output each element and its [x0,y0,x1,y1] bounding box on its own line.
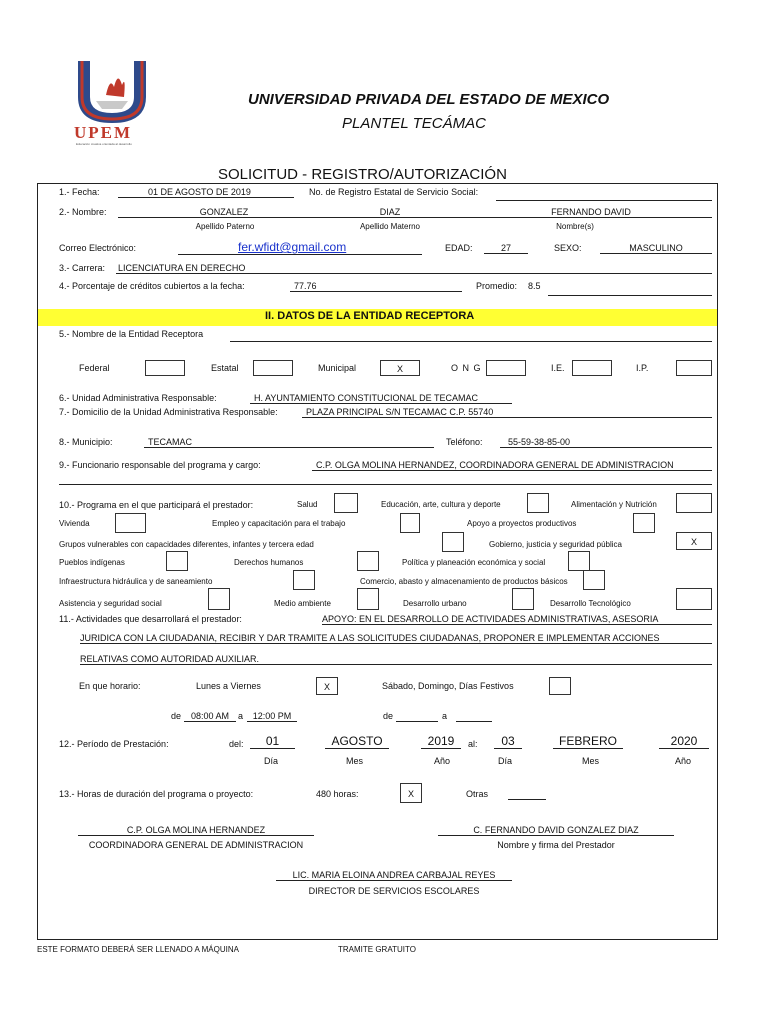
firma-director-title: DIRECTOR DE SERVICIOS ESCOLARES [308,886,480,896]
promedio-line [548,284,712,296]
domicilio-label: 7.- Domicilio de la Unidad Administrativa Responsable: [59,407,278,417]
prog-urbano-checkbox[interactable] [512,588,534,610]
horario-weekend-to-field[interactable] [456,712,492,722]
domicilio-field[interactable]: PLAZA PRINCIPAL S/N TECAMAC C.P. 55740 [302,407,712,418]
prog-derechos-label: Derechos humanos [234,558,304,567]
prog-tecnologico-checkbox[interactable] [676,588,712,610]
firma-director-name: LIC. MARIA ELOINA ANDREA CARBAJAL REYES [276,870,512,881]
prog-derechos-checkbox[interactable] [357,551,379,571]
prog-infraestructura-label: Infraestructura hidráulica y de saneamiento [59,577,213,586]
university-title: UNIVERSIDAD PRIVADA DEL ESTADO DE MEXICO [248,91,610,108]
horario-de-1: de [171,711,182,721]
firma-coordinadora-title: COORDINADORA GENERAL DE ADMINISTRACION [88,840,304,850]
actividades-line-3[interactable]: RELATIVAS COMO AUTORIDAD AUXILIAR. [80,654,712,665]
logo-tagline: Educación creativa orientada al desarrollo [76,142,132,146]
promedio-field[interactable]: 8.5 [528,281,541,291]
tipo-municipal-label: Municipal [318,363,357,373]
actividades-line-1[interactable]: APOYO: EN EL DESARROLLO DE ACTIVIDADES ADMINISTRATIVAS, ASESORIA [322,614,712,625]
prog-infraestructura-checkbox[interactable] [293,570,315,590]
sexo-label: SEXO: [554,243,582,253]
prog-vivienda-checkbox[interactable] [115,513,146,533]
prog-pueblos-label: Pueblos indígenas [59,558,125,567]
prog-empleo-checkbox[interactable] [400,513,420,533]
prog-asistencia-label: Asistencia y seguridad social [59,599,162,608]
programa-label: 10.- Programa en el que participará el prestador: [59,500,254,510]
horas-label: 13.- Horas de duración del programa o proyecto: [59,789,254,799]
periodo-al-label: al: [468,739,478,749]
prog-gobierno-checkbox[interactable]: X [676,532,712,550]
prog-asistencia-checkbox[interactable] [208,588,230,610]
prog-tecnologico-label: Desarrollo Tecnológico [550,599,631,608]
prog-comercio-label: Comercio, abasto y almacenamiento de productos básicos [360,577,568,586]
horario-a-1: a [238,711,244,721]
tipo-ong-checkbox[interactable] [486,360,526,376]
prog-salud-checkbox[interactable] [334,493,358,513]
logo-text: UPEM [74,123,133,142]
firma-prestador-name: C. FERNANDO DAVID GONZALEZ DIAZ [438,825,674,836]
entidad-label: 5.- Nombre de la Entidad Receptora [59,329,204,339]
horario-a-2: a [442,711,448,721]
creditos-field[interactable]: 77.76 [290,281,462,292]
nombres-caption: Nombre(s) [556,222,594,231]
actividades-line-2[interactable]: JURIDICA CON LA CIUDADANIA, RECIBIR Y DAR TRAMITE A LAS SOLICITUDES CIUDADANAS, PROPONER E IMPLEMENTAR ACCIONES [80,633,712,644]
carrera-label: 3.- Carrera: [59,263,106,273]
tipo-ong-label: O N G [451,363,482,373]
firma-prestador-title: Nombre y firma del Prestador [497,840,615,850]
prog-alimentacion-checkbox[interactable] [676,493,712,513]
periodo-end-mes-caption: Mes [582,756,600,766]
funcionario-line-2 [59,476,712,485]
periodo-start-anio-caption: Año [434,756,451,766]
tipo-municipal-checkbox[interactable]: X [380,360,420,376]
prog-educacion-checkbox[interactable] [527,493,549,513]
horario-weekend-from-field[interactable] [396,712,438,722]
form-title: SOLICITUD - REGISTRO/AUTORIZACIÓN [218,166,507,183]
actividades-label: 11.- Actividades que desarrollará el prestador: [59,614,242,624]
campus-title: PLANTEL TECÁMAC [342,115,486,132]
unidad-label: 6.- Unidad Administrativa Responsable: [59,393,217,403]
municipio-field[interactable]: TECAMAC [144,437,434,448]
horario-weekdays-checkbox[interactable]: X [316,677,338,695]
periodo-end-day[interactable]: 03 [494,734,522,749]
funcionario-label: 9.- Funcionario responsable del programa y cargo: [59,460,261,470]
prog-pueblos-checkbox[interactable] [166,551,188,571]
apellido-paterno-caption: Apellido Paterno [195,222,255,231]
horas-otras-label: Otras [466,789,489,799]
funcionario-field[interactable]: C.P. OLGA MOLINA HERNANDEZ, COORDINADORA GENERAL DE ADMINISTRACION [312,460,712,471]
prog-gobierno-label: Gobierno, justicia y seguridad pública [489,540,622,549]
prog-urbano-label: Desarrollo urbano [403,599,467,608]
sexo-field[interactable]: MASCULINO [600,243,712,254]
periodo-start-day[interactable]: 01 [250,734,295,749]
correo-label: Correo Electrónico: [59,243,137,253]
apellido-materno-caption: Apellido Materno [359,222,421,231]
horas-option-label: 480 horas: [316,789,359,799]
edad-field[interactable]: 27 [484,243,528,254]
nombre-label: 2.- Nombre: [59,207,107,217]
periodo-start-year[interactable]: 2019 [421,734,461,749]
prog-politica-label: Política y planeación económica y social [402,558,546,567]
periodo-start-mes-caption: Mes [346,756,364,766]
prog-medio-label: Medio ambiente [274,599,331,608]
carrera-field[interactable]: LICENCIATURA EN DERECHO [116,263,712,274]
tipo-estatal-label: Estatal [211,363,239,373]
footer-tramite: TRAMITE GRATUITO [338,945,416,954]
apellido-materno-field[interactable]: DIAZ [310,207,470,218]
horario-weekend-label: Sábado, Domingo, Días Festivos [382,681,514,691]
upem-logo [66,57,158,149]
tipo-federal-label: Federal [79,363,110,373]
tipo-ip-checkbox[interactable] [676,360,712,376]
horas-480-checkbox[interactable]: X [400,783,422,803]
horario-label: En que horario: [79,681,141,691]
horario-weekend-checkbox[interactable] [549,677,571,695]
prog-educacion-label: Educación, arte, cultura y deporte [381,500,501,509]
upem-logo-mark [66,57,158,127]
section2-title: II. DATOS DE LA ENTIDAD RECEPTORA [265,310,475,322]
registro-label: No. de Registro Estatal de Servicio Social: [309,187,479,197]
fecha-field[interactable]: 01 DE AGOSTO DE 2019 [118,187,294,198]
prog-alimentacion-label: Alimentación y Nutrición [571,500,657,509]
nombres-field[interactable]: FERNANDO DAVID [470,207,712,218]
periodo-end-month[interactable]: FEBRERO [553,734,623,749]
promedio-label: Promedio: [476,281,518,291]
fecha-label: 1.- Fecha: [59,187,100,197]
prog-vivienda-label: Vivienda [59,519,90,528]
unidad-field[interactable]: H. AYUNTAMIENTO CONSTITUCIONAL DE TECAMAC [250,393,512,404]
horas-otras-field[interactable] [508,790,546,800]
horario-to-field[interactable]: 12:00 PM [247,711,297,722]
prog-salud-label: Salud [297,500,318,509]
tipo-ie-label: I.E. [551,363,565,373]
periodo-end-anio-caption: Año [675,756,692,766]
edad-label: EDAD: [445,243,473,253]
prog-medio-checkbox[interactable] [357,588,379,610]
tipo-ip-label: I.P. [636,363,649,373]
correo-field[interactable]: fer.wfidt@gmail.com [178,240,422,255]
periodo-del-label: del: [229,739,244,749]
prog-politica-checkbox[interactable] [568,551,590,571]
prog-apoyo-label: Apoyo a proyectos productivos [467,519,577,528]
municipio-label: 8.- Municipio: [59,437,113,447]
periodo-start-month[interactable]: AGOSTO [325,734,389,749]
prog-comercio-checkbox[interactable] [583,570,605,590]
footer-note: ESTE FORMATO DEBERÁ SER LLENADO A MÁQUINA [37,945,239,954]
apellido-paterno-field[interactable]: GONZALEZ [118,207,330,218]
periodo-label: 12.- Período de Prestación: [59,739,169,749]
entidad-field[interactable] [230,330,712,342]
periodo-end-dia-caption: Día [498,756,513,766]
prog-grupos-checkbox[interactable] [442,532,464,552]
telefono-label: Teléfono: [446,437,483,447]
registro-field[interactable] [496,189,712,201]
periodo-start-dia-caption: Día [264,756,279,766]
creditos-label: 4.- Porcentaje de créditos cubiertos a la fecha: [59,281,245,291]
horario-from-field[interactable]: 08:00 AM [184,711,236,722]
tipo-ie-checkbox[interactable] [572,360,612,376]
prog-grupos-label: Grupos vulnerables con capacidades diferentes, infantes y tercera edad [59,540,314,549]
telefono-field[interactable]: 55-59-38-85-00 [500,437,712,448]
prog-empleo-label: Empleo y capacitación para el trabajo [212,519,346,528]
horario-de-2: de [383,711,394,721]
tipo-estatal-checkbox[interactable] [253,360,293,376]
horario-weekdays-label: Lunes a Viernes [196,681,261,691]
prog-apoyo-checkbox[interactable] [633,513,655,533]
firma-coordinadora-name: C.P. OLGA MOLINA HERNANDEZ [78,825,314,836]
tipo-federal-checkbox[interactable] [145,360,185,376]
periodo-end-year[interactable]: 2020 [659,734,709,749]
